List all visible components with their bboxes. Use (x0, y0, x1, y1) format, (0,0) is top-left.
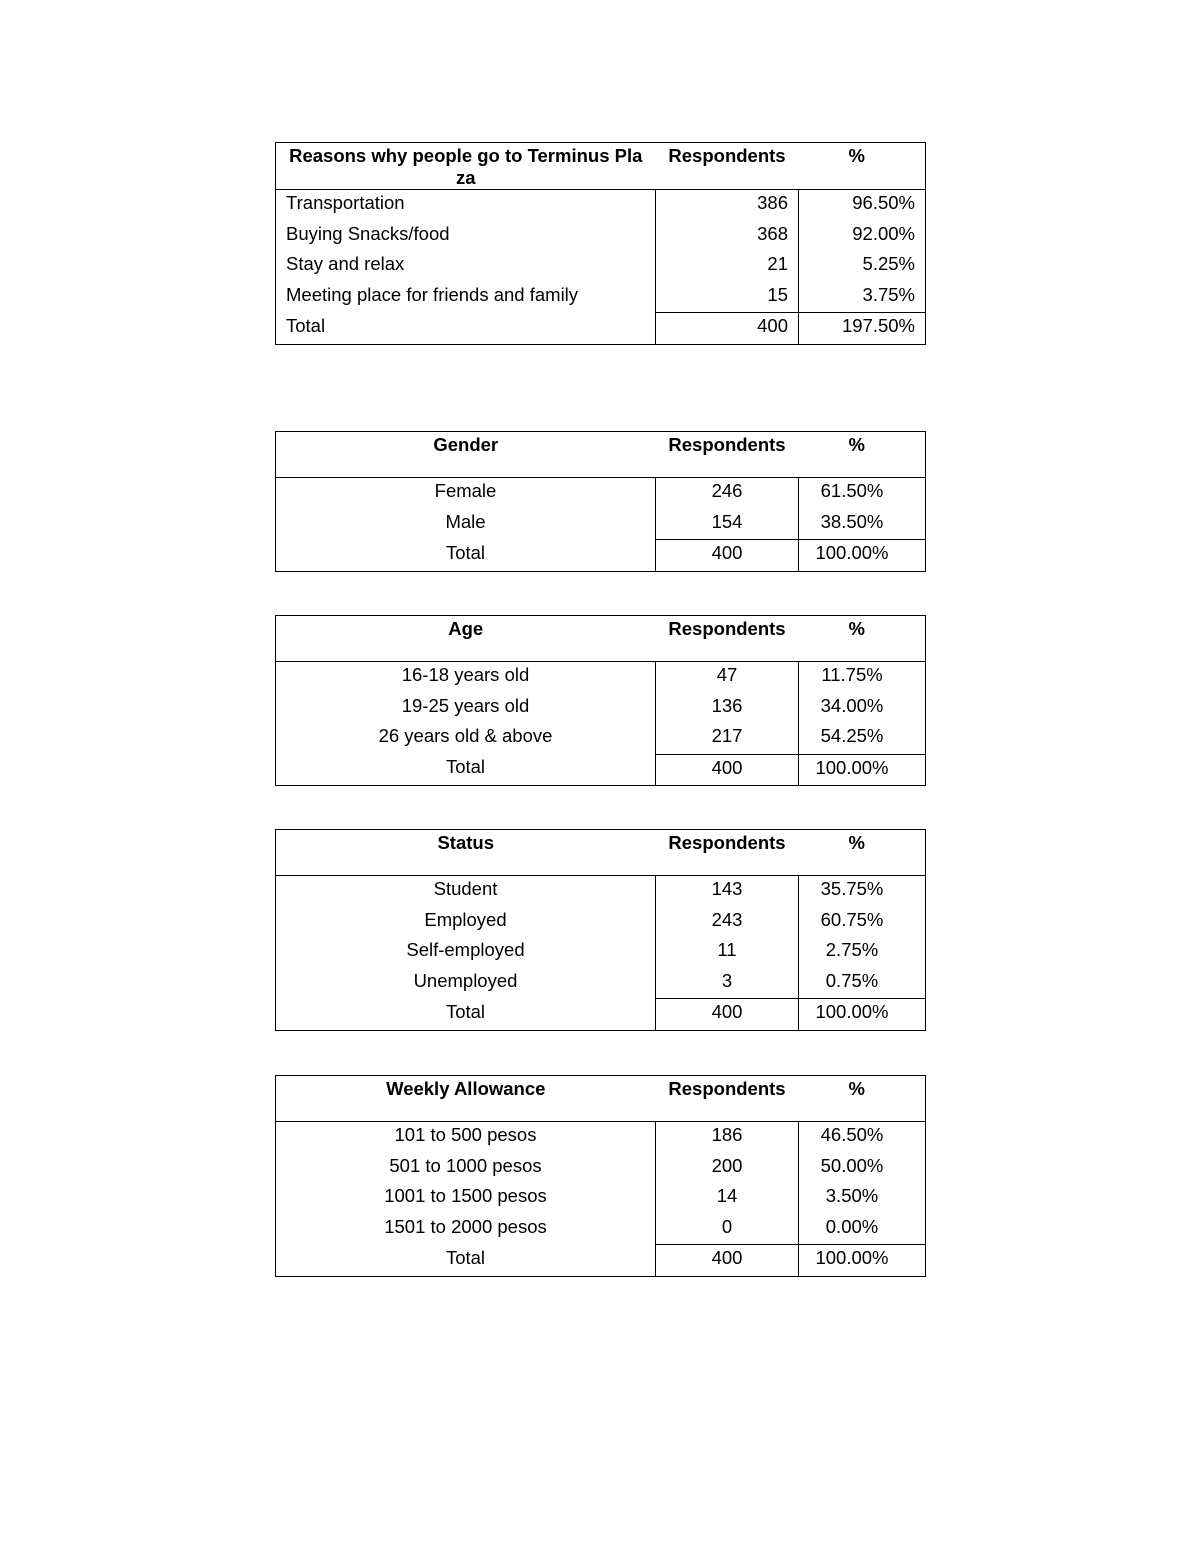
total-row (276, 1245, 926, 1277)
age-table (275, 615, 926, 786)
total-respondents: 400 (656, 1245, 799, 1277)
row-label: 26 years old & above (276, 723, 656, 754)
total-respondents: 400 (656, 999, 799, 1031)
column-header-category: Age (276, 616, 656, 662)
row-respondents: 154 (656, 509, 799, 540)
table-row (276, 1183, 926, 1214)
column-header-percent: % (799, 830, 926, 876)
table-header-row (276, 830, 926, 876)
table-header-row (276, 616, 926, 662)
row-percent: 35.75% (799, 876, 926, 907)
row-respondents: 243 (656, 907, 799, 938)
table-header-row (276, 432, 926, 478)
table-header-row (276, 143, 926, 190)
row-respondents: 0 (656, 1214, 799, 1245)
row-respondents: 21 (656, 251, 799, 282)
row-label: Meeting place for friends and family (276, 282, 656, 313)
total-label: Total (276, 1245, 656, 1277)
table-row (276, 662, 926, 693)
row-percent: 38.50% (799, 509, 926, 540)
row-percent: 46.50% (799, 1122, 926, 1153)
gender-table (275, 431, 926, 572)
row-respondents: 14 (656, 1183, 799, 1214)
row-label: 1501 to 2000 pesos (276, 1214, 656, 1245)
row-respondents: 200 (656, 1153, 799, 1184)
table-header-row (276, 1076, 926, 1122)
status-table (275, 829, 926, 1031)
column-header-respondents: Respondents (656, 830, 799, 876)
column-header-category: Weekly Allowance (276, 1076, 656, 1122)
total-label: Total (276, 999, 656, 1031)
column-header-percent: % (799, 1076, 926, 1122)
row-label: 101 to 500 pesos (276, 1122, 656, 1153)
column-header-respondents: Respondents (656, 1076, 799, 1122)
column-header-respondents: Respondents (656, 432, 799, 478)
row-respondents: 47 (656, 662, 799, 693)
row-percent: 96.50% (799, 190, 926, 221)
table-row (276, 907, 926, 938)
row-label: 501 to 1000 pesos (276, 1153, 656, 1184)
total-percent: 197.50% (799, 313, 926, 345)
row-percent: 50.00% (799, 1153, 926, 1184)
row-respondents: 11 (656, 937, 799, 968)
row-respondents: 143 (656, 876, 799, 907)
row-label: Buying Snacks/food (276, 221, 656, 252)
table-row (276, 1214, 926, 1245)
row-label: Employed (276, 907, 656, 938)
total-respondents: 400 (656, 754, 799, 786)
row-percent: 3.50% (799, 1183, 926, 1214)
row-label: Transportation (276, 190, 656, 221)
column-header-category: Gender (276, 432, 656, 478)
row-respondents: 186 (656, 1122, 799, 1153)
table-row (276, 1153, 926, 1184)
table-row (276, 968, 926, 999)
row-percent: 11.75% (799, 662, 926, 693)
total-percent: 100.00% (799, 754, 926, 786)
table-row (276, 1122, 926, 1153)
table-row (276, 876, 926, 907)
column-header-category: Status (276, 830, 656, 876)
total-respondents: 400 (656, 313, 799, 345)
row-respondents: 136 (656, 693, 799, 724)
total-label: Total (276, 754, 656, 786)
total-percent: 100.00% (799, 1245, 926, 1277)
table-row (276, 723, 926, 754)
row-respondents: 368 (656, 221, 799, 252)
table-row (276, 221, 926, 252)
column-header-respondents: Respondents (656, 616, 799, 662)
table-row (276, 937, 926, 968)
row-label: Stay and relax (276, 251, 656, 282)
total-row (276, 313, 926, 345)
reasons-table (275, 142, 926, 345)
row-percent: 92.00% (799, 221, 926, 252)
table-row (276, 190, 926, 221)
row-label: Student (276, 876, 656, 907)
row-label: 19-25 years old (276, 693, 656, 724)
total-respondents: 400 (656, 540, 799, 572)
column-header-respondents: Respondents (656, 143, 799, 190)
column-header-percent: % (799, 616, 926, 662)
weekly-allowance-table (275, 1075, 926, 1277)
total-row (276, 999, 926, 1031)
row-percent: 60.75% (799, 907, 926, 938)
row-label: Unemployed (276, 968, 656, 999)
row-respondents: 386 (656, 190, 799, 221)
row-respondents: 217 (656, 723, 799, 754)
row-label: Self-employed (276, 937, 656, 968)
row-percent: 61.50% (799, 478, 926, 509)
row-label: Male (276, 509, 656, 540)
table-row (276, 478, 926, 509)
total-label: Total (276, 540, 656, 572)
row-label: 16-18 years old (276, 662, 656, 693)
row-label: 1001 to 1500 pesos (276, 1183, 656, 1214)
row-respondents: 15 (656, 282, 799, 313)
table-row (276, 251, 926, 282)
row-respondents: 3 (656, 968, 799, 999)
table-row (276, 282, 926, 313)
row-percent: 0.00% (799, 1214, 926, 1245)
column-header-percent: % (799, 143, 926, 190)
total-row (276, 754, 926, 786)
column-header-category: Reasons why people go to Terminus Plaza (276, 143, 656, 190)
row-percent: 2.75% (799, 937, 926, 968)
total-percent: 100.00% (799, 999, 926, 1031)
column-header-percent: % (799, 432, 926, 478)
total-row (276, 540, 926, 572)
total-label: Total (276, 313, 656, 345)
table-row (276, 693, 926, 724)
total-percent: 100.00% (799, 540, 926, 572)
row-percent: 54.25% (799, 723, 926, 754)
row-percent: 0.75% (799, 968, 926, 999)
row-label: Female (276, 478, 656, 509)
row-respondents: 246 (656, 478, 799, 509)
row-percent: 34.00% (799, 693, 926, 724)
row-percent: 5.25% (799, 251, 926, 282)
row-percent: 3.75% (799, 282, 926, 313)
table-row (276, 509, 926, 540)
